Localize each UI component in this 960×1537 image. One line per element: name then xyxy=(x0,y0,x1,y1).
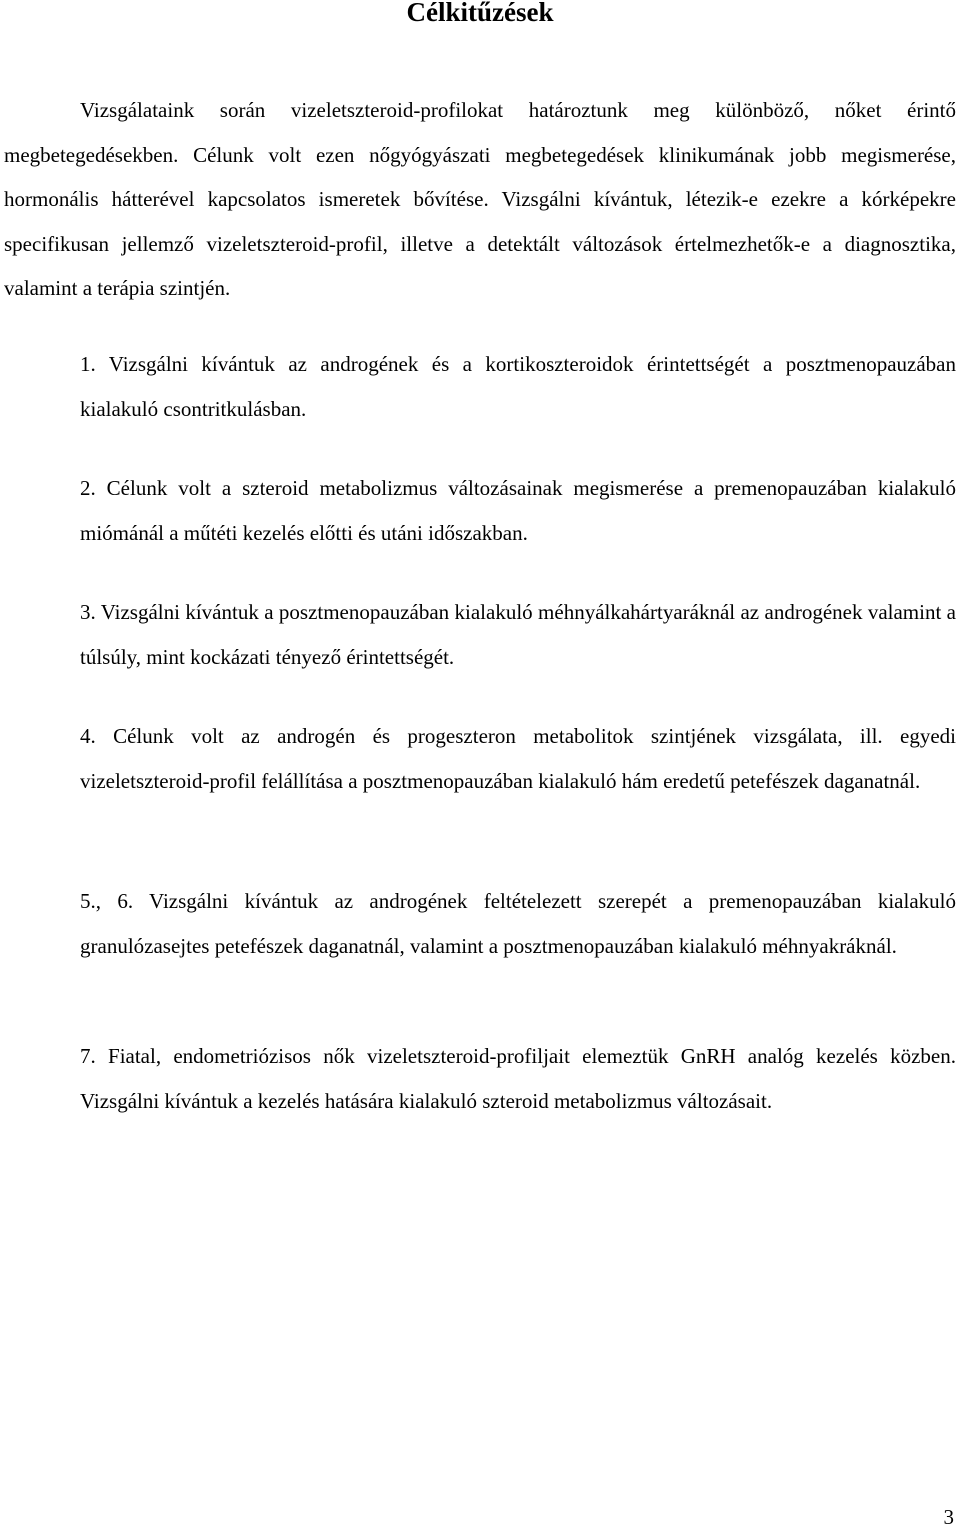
page-title: Célkitűzések xyxy=(406,0,554,27)
objective-item-4: 4. Célunk volt az androgén és progeszteron metabolitok szintjének vizsgálata, ill. egyedi vizeletszteroid-profil felállítása a posztmenopauzában kialakuló hám eredetű petefészek daganatnál. xyxy=(80,724,956,793)
objective-item-1: 1. Vizsgálni kívántuk az androgének és a kortikoszteroidok érintettségét a posztmenopauzában kialakuló csontritkulásban. xyxy=(80,352,956,421)
objective-item-7: 7. Fiatal, endometriózisos nők vizeletszteroid-profiljait elemeztük GnRH analóg kezelés közben. Vizsgálni kívántuk a kezelés hatására kialakuló szteroid metabolizmus változásait. xyxy=(80,1044,956,1113)
intro-paragraph: Vizsgálataink során vizeletszteroid-profilokat határoztunk meg különböző, nőket érintő megbetegedésekben. Célunk volt ezen nőgyógyászati megbetegedések klinikumának jobb megismerése, hormonális hátterével kapcsolatos ismeretek bővítése. Vizsgálni kívántuk, létezik-e ezekre a kórképekre specifikusan jellemző vizeletszteroid-profil, illetve a detektált változások értelmezhetők-e a diagnosztika, valamint a terápia szintjén. xyxy=(4,98,956,301)
objective-item-5-6: 5., 6. Vizsgálni kívántuk az androgének feltételezett szerepét a premenopauzában kialakuló granulózasejtes petefészek daganatnál, valamint a posztmenopauzában kialakuló méhnyakráknál. xyxy=(80,889,956,958)
page-number: 3 xyxy=(943,1505,954,1529)
objective-item-2: 2. Célunk volt a szteroid metabolizmus változásainak megismerése a premenopauzában kialakuló miómánál a műtéti kezelés előtti és utáni időszakban. xyxy=(80,476,956,545)
objective-item-3: 3. Vizsgálni kívántuk a posztmenopauzában kialakuló méhnyálkahártyaráknál az androgének valamint a túlsúly, mint kockázati tényező érintettségét. xyxy=(80,600,956,669)
